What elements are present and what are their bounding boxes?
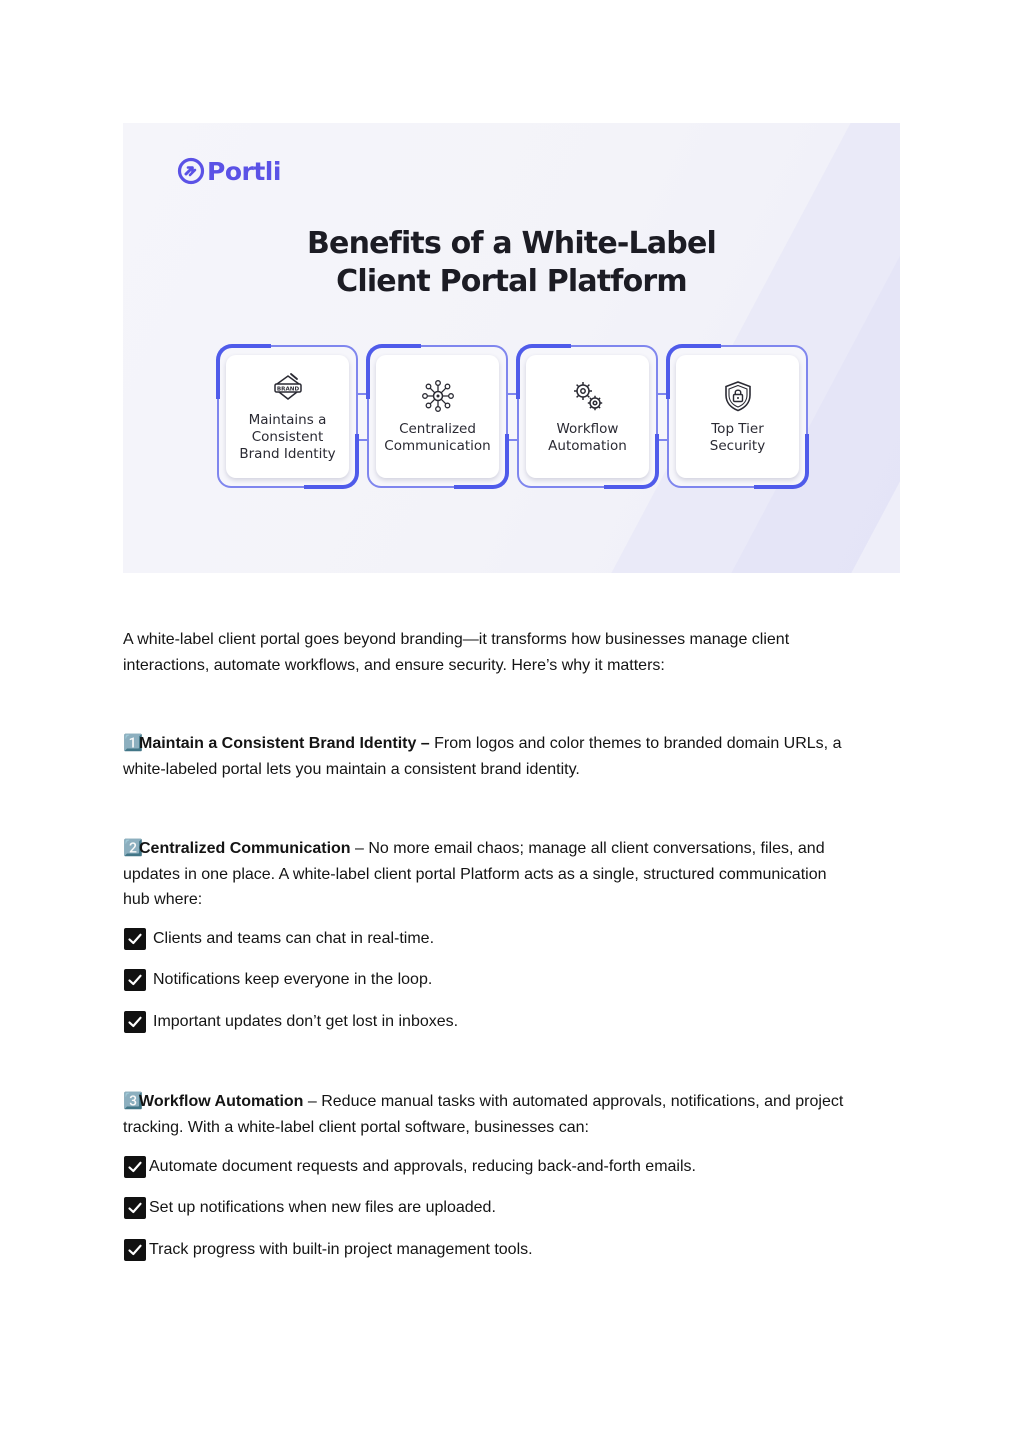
list-item-text: Notifications keep everyone in the loop. bbox=[153, 971, 433, 988]
checkmark-icon bbox=[124, 1156, 146, 1178]
section-number: 2️⃣ bbox=[123, 840, 140, 857]
intro-paragraph bbox=[123, 627, 789, 678]
list-item-text: Automate document requests and approvals, reducing back-and-forth emails. bbox=[149, 1158, 696, 1175]
card-label: Workflow Automation bbox=[548, 420, 627, 454]
section-text: – Reduce manual tasks with automated approvals, notifications, and project bbox=[303, 1093, 844, 1110]
list-item bbox=[124, 1010, 458, 1034]
banner-title-line-2: Client Portal Platform bbox=[336, 264, 687, 299]
card-label: Maintains a Consistent Brand Identity bbox=[239, 412, 336, 462]
portli-logo bbox=[177, 155, 281, 187]
card-body bbox=[526, 355, 649, 478]
list-item-text: Clients and teams can chat in real-time. bbox=[153, 930, 435, 947]
list-item bbox=[124, 1238, 533, 1262]
section-heading: Workflow Automation bbox=[139, 1093, 304, 1110]
intro-line-1: A white-label client portal goes beyond branding—it transforms how businesses manage client bbox=[123, 631, 790, 648]
section-number: 1️⃣ bbox=[123, 735, 140, 752]
benefit-cards bbox=[217, 345, 809, 490]
checkmark-icon bbox=[124, 1239, 146, 1261]
gears-icon bbox=[571, 379, 605, 413]
section-centralized-communication bbox=[123, 836, 826, 913]
section-workflow-automation bbox=[123, 1089, 843, 1140]
section-text: tracking. With a white-label client portal software, businesses can: bbox=[123, 1118, 589, 1136]
checkmark-icon bbox=[124, 969, 146, 991]
checkmark-icon bbox=[124, 1011, 146, 1033]
card-label: Top Tier Security bbox=[709, 420, 766, 454]
section-brand-identity bbox=[123, 731, 841, 782]
intro-line-2: interactions, automate workflows, and ensure security. Here’s why it matters: bbox=[123, 656, 665, 674]
checkmark-icon bbox=[124, 1197, 146, 1219]
benefit-card-communication bbox=[367, 345, 508, 488]
card-body bbox=[676, 355, 799, 478]
section-text: – No more email chaos; manage all client conversations, files, and bbox=[350, 840, 825, 857]
benefit-card-workflow bbox=[517, 345, 658, 488]
section-text: updates in one place. A white-label client portal Platform acts as a single, structured communication bbox=[123, 865, 827, 883]
network-hub-icon bbox=[421, 379, 455, 413]
card-label: Centralized Communication bbox=[384, 420, 491, 454]
section-text: hub where: bbox=[123, 891, 203, 908]
brand-badge-icon bbox=[271, 370, 305, 404]
section-text: From logos and color themes to branded domain URLs, a bbox=[429, 735, 842, 752]
benefit-card-brand-identity bbox=[217, 345, 358, 488]
brand-badge-text: BRAND bbox=[276, 386, 299, 393]
checkmark-icon bbox=[124, 928, 146, 950]
list-item bbox=[124, 1155, 696, 1179]
list-item-text: Set up notifications when new files are uploaded. bbox=[149, 1199, 496, 1216]
list-item bbox=[124, 968, 432, 992]
logo-text: Portli bbox=[207, 156, 281, 186]
list-item-text: Important updates don’t get lost in inboxes. bbox=[153, 1013, 459, 1030]
benefits-banner bbox=[123, 123, 900, 573]
portli-logo-icon bbox=[177, 157, 205, 185]
banner-title bbox=[123, 225, 900, 301]
benefit-card-security bbox=[667, 345, 808, 488]
section-number: 3️⃣ bbox=[123, 1093, 140, 1110]
shield-lock-icon bbox=[721, 379, 755, 413]
card-body bbox=[226, 355, 349, 478]
list-item-text: Track progress with built-in project management tools. bbox=[149, 1241, 533, 1258]
section-heading: Centralized Communication bbox=[139, 840, 351, 857]
card-body bbox=[376, 355, 499, 478]
list-item bbox=[124, 1196, 496, 1220]
section-text: white-labeled portal lets you maintain a consistent brand identity. bbox=[123, 760, 580, 778]
section-heading: Maintain a Consistent Brand Identity – bbox=[139, 735, 430, 752]
banner-title-line-1: Benefits of a White-Label bbox=[306, 226, 717, 261]
list-item bbox=[124, 927, 434, 951]
